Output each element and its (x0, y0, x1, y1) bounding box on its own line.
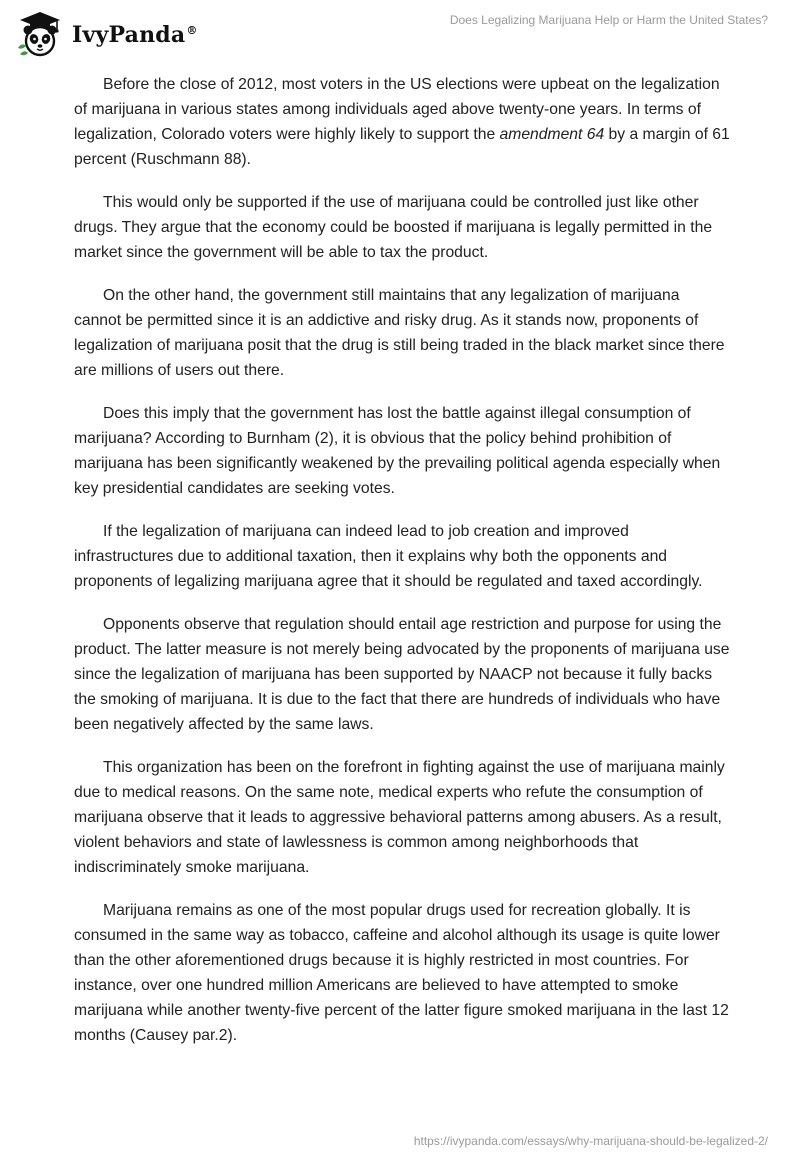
paragraph: This would only be supported if the use of marijuana could be controlled just like other drugs. They argue that the economy could be boosted if marijuana is legally permitted in the market since the government will be able to tax the product. (74, 194, 713, 261)
registered-mark: ® (186, 23, 198, 37)
emphasized-term: amendment 64 (499, 126, 605, 143)
paragraph: Before the close of 2012, most voters in the US elections were upbeat on the legalization of marijuana in various states among individuals aged above twenty-one years. In terms of legalization, Colorado voters were highly likely to support the amendment 64 by a margin of 61 percent (Ruschmann 88). (74, 76, 730, 168)
essay-body (74, 72, 730, 1066)
paragraph: On the other hand, the government still maintains that any legalization of marijuana cannot be permitted since it is an addictive and risky drug. As it stands now, proponents of legalization of marijuana posit that the drug is still being traded in the black market since there are millions of users out there. (74, 287, 725, 379)
paragraph: Marijuana remains as one of the most popular drugs used for recreation globally. It is consumed in the same way as tobacco, caffeine and alcohol although its usage is quite lower than the other aforementioned drugs because it is highly restricted in most countries. For instance, over one hundred million Americans are believed to have attempted to smoke marijuana while another twenty-five percent of the latter figure smoked marijuana in the last 12 months (Causey par.2). (74, 902, 729, 1044)
paragraph: If the legalization of marijuana can indeed lead to job creation and improved infrastructures due to additional taxation, then it explains why both the opponents and proponents of legalizing marijuana agree that it should be regulated and taxed accordingly. (74, 523, 703, 590)
panda-graduate-icon (14, 8, 66, 60)
logo-text: IvyPanda® (72, 22, 198, 48)
logo[interactable] (14, 8, 198, 60)
paragraph: Opponents observe that regulation should entail age restriction and purpose for using the product. The latter measure is not merely being advocated by the proponents of marijuana use since the legalization of marijuana has been supported by NAACP not because it fully backs the smoking of marijuana. It is due to the fact that there are hundreds of individuals who have been negatively affected by the same laws. (74, 616, 730, 733)
page-header (0, 0, 800, 70)
paragraph: This organization has been on the forefront in fighting against the use of marijuana mainly due to medical reasons. On the same note, medical experts who refute the consumption of marijuana observe that it leads to aggressive behavioral patterns among abusers. As a result, violent behaviors and state of lawlessness is common among neighborhoods that indiscriminately smoke marijuana. (74, 759, 725, 876)
source-url[interactable]: https://ivypanda.com/essays/why-marijuana-should-be-legalized-2/ (413, 1134, 768, 1148)
paragraph: Does this imply that the government has lost the battle against illegal consumption of marijuana? According to Burnham (2), it is obvious that the policy behind prohibition of marijuana has been significantly weakened by the prevailing political agenda especially when key presidential candidates are seeking votes. (74, 405, 721, 497)
document-title: Does Legalizing Marijuana Help or Harm the United States? (449, 13, 768, 27)
